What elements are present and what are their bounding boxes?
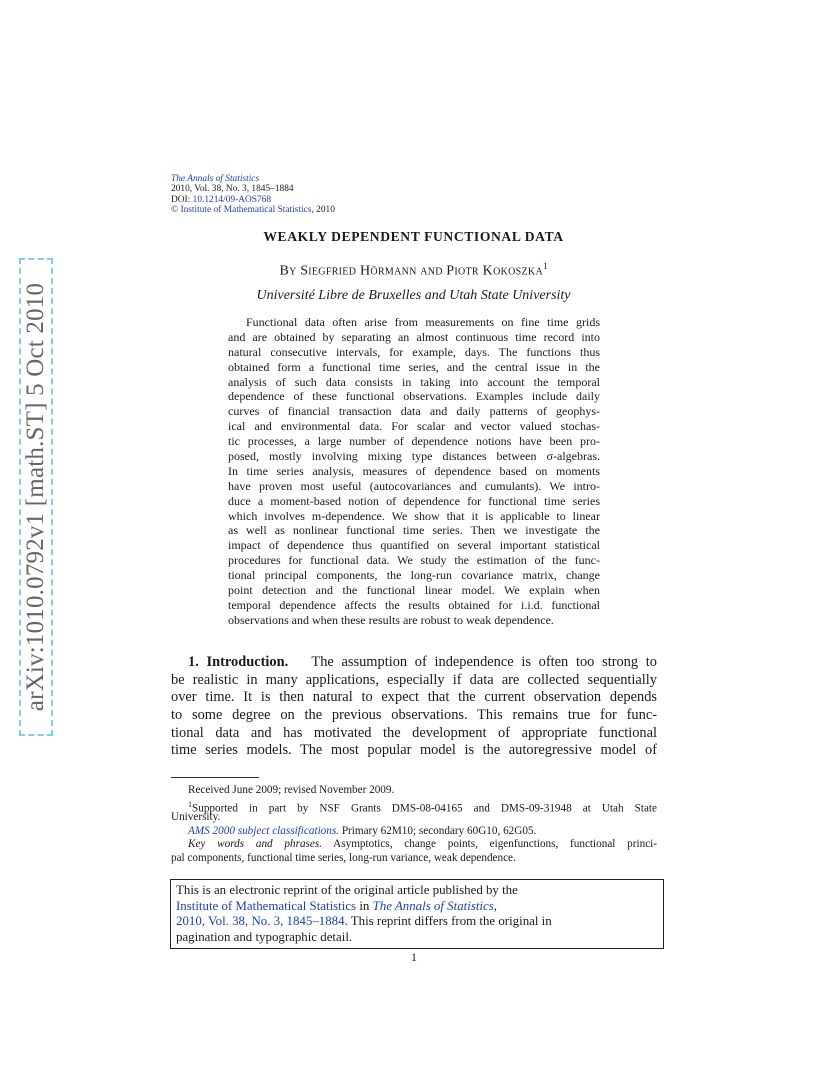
abstract-line: obtained form a functional time series, and the central issue in the — [228, 359, 600, 374]
abstract-line: natural consecutive intervals, for example, days. The functions thus — [228, 344, 600, 359]
abstract-line: observations and when these results are robust to weak dependence. — [228, 612, 554, 627]
intro-line: tional data and has motivated the development of appropriate functional — [171, 724, 657, 741]
keywords-text: Asymptotics, change points, eigenfunctions, functional princi- — [333, 838, 657, 851]
intro-line: to some degree on the previous observations. This remains true for func- — [171, 707, 657, 724]
keywords-cont: pal components, functional time series, long-run variance, weak dependence. — [171, 851, 516, 864]
footnotes — [171, 784, 657, 866]
authors-by: By — [279, 263, 297, 279]
abstract-line: as well as nonlinear functional time series. Then we investigate the — [228, 523, 600, 538]
intro-line: time series models. The most popular model is the autoregressive model of — [171, 742, 657, 759]
abstract-line: tional principal components, the long-run covariance matrix, change — [228, 568, 600, 583]
page-number: 1 — [411, 950, 417, 964]
journal-volume-line: 2010, Vol. 38, No. 3, 1845–1884 — [171, 184, 294, 195]
abstract-line: tic processes, a large number of dependence notions have been pro- — [228, 434, 600, 449]
ams-classification — [171, 825, 657, 839]
abstract — [228, 315, 600, 628]
authors-and: and — [420, 263, 443, 279]
affiliation: Université Libre de Bruxelles and Utah State University — [256, 288, 571, 303]
abstract-line: dependence of these functional observations. Examples include daily — [228, 389, 600, 404]
abstract-line: In time series analysis, measures of dependence based on moments — [228, 463, 600, 478]
intro-line: over time. It is then natural to expect that the current observation depends — [171, 689, 657, 706]
ams-classification-link[interactable]: AMS 2000 subject classifications. — [188, 824, 340, 837]
reprint-notice — [170, 879, 664, 949]
intro-line — [171, 654, 657, 672]
footnote-mark[interactable]: 1 — [542, 261, 548, 271]
keywords — [171, 838, 657, 852]
ams-codes: Primary 62M10; secondary 60G10, 62G05. — [341, 824, 537, 837]
author-line — [171, 261, 656, 280]
reprint-line — [176, 899, 658, 915]
reprint-line: This is an electronic reprint of the original article published by the — [176, 883, 518, 897]
copyright-line — [171, 205, 335, 215]
copyright-year: , 2010 — [311, 204, 335, 215]
journal-header — [171, 174, 335, 215]
abstract-line: curves of financial transaction data and daily patterns of geophys- — [228, 404, 600, 419]
abstract-line: which involves m-dependence. We show that it is applicable to linear — [228, 508, 600, 523]
abstract-line: Functional data often arise from measurements on fine time grids — [246, 315, 600, 329]
footnote-mark: 1 — [188, 799, 192, 809]
abstract-line: temporal dependence affects the results obtained for i.i.d. functional — [228, 597, 600, 612]
abstract-line: impact of dependence thus quantified on several important statistical — [228, 538, 600, 553]
abstract-line: analysis of such data consists in taking into account the temporal — [228, 374, 600, 389]
publisher-link[interactable]: Institute of Mathematical Statistics — [180, 204, 312, 215]
doi-label: DOI: — [171, 194, 191, 205]
abstract-line: point detection and the functional linear model. We explain when — [228, 583, 600, 598]
reprint-text: . This reprint differs from the original in — [344, 914, 552, 929]
intro-text: The assumption of independence is often too strong to — [311, 654, 657, 670]
publisher-link[interactable]: Institute of Mathematical Statistics — [176, 898, 357, 913]
doi-line — [171, 195, 335, 205]
abstract-line: procedures for functional data. We study the estimation of the func- — [228, 553, 600, 568]
reprint-line: pagination and typographic detail. — [176, 930, 353, 945]
abstract-line: and are obtained by separating an almost continuous time record into — [228, 329, 600, 344]
footnote-rule — [171, 777, 259, 778]
intro-line: be realistic in many applications, especially if data are collected sequentially — [171, 671, 657, 688]
support-footnote — [171, 798, 657, 815]
support-text: Supported in part by NSF Grants DMS-08-04165 and DMS-09-31948 at Utah State — [192, 802, 657, 815]
copyright-icon: © — [171, 204, 179, 215]
issue-link[interactable]: 2010, Vol. 38, No. 3, 1845–1884 — [176, 914, 345, 929]
received-date: Received June 2009; revised November 2009. — [188, 784, 395, 796]
journal-name-link[interactable]: The Annals of Statistics — [171, 174, 260, 184]
arxiv-identifier: arXiv:1010.0792v1 [math.ST] 5 Oct 2010 — [22, 282, 49, 712]
abstract-line: ical and environmental data. For scalar and vector valued stochas- — [228, 419, 600, 434]
doi-link[interactable]: 10.1214/09-AOS768 — [192, 194, 272, 205]
keywords-label: Key words and phrases. — [188, 838, 323, 851]
reprint-comma: , — [493, 898, 497, 913]
arxiv-sidebar-stamp — [19, 258, 53, 736]
reprint-line — [176, 914, 658, 930]
abstract-line: duce a moment-based notion of dependence for functional time series — [228, 493, 600, 508]
author-name: Piotr Kokoszka — [446, 263, 543, 279]
section-heading: 1. Introduction. — [188, 654, 289, 670]
author-name: Siegfried Hörmann — [300, 263, 417, 279]
reprint-in: in — [359, 898, 370, 913]
support-footnote-cont: University. — [171, 811, 221, 824]
paper-title: WEAKLY DEPENDENT FUNCTIONAL DATA — [263, 229, 564, 244]
introduction-section — [171, 654, 657, 760]
abstract-line: have proven most useful (autocovariances and cumulants). We intro- — [228, 478, 600, 493]
abstract-line: posed, mostly involving mixing type distances between σ-algebras. — [228, 449, 600, 464]
journal-link[interactable]: The Annals of Statistics — [372, 898, 494, 913]
